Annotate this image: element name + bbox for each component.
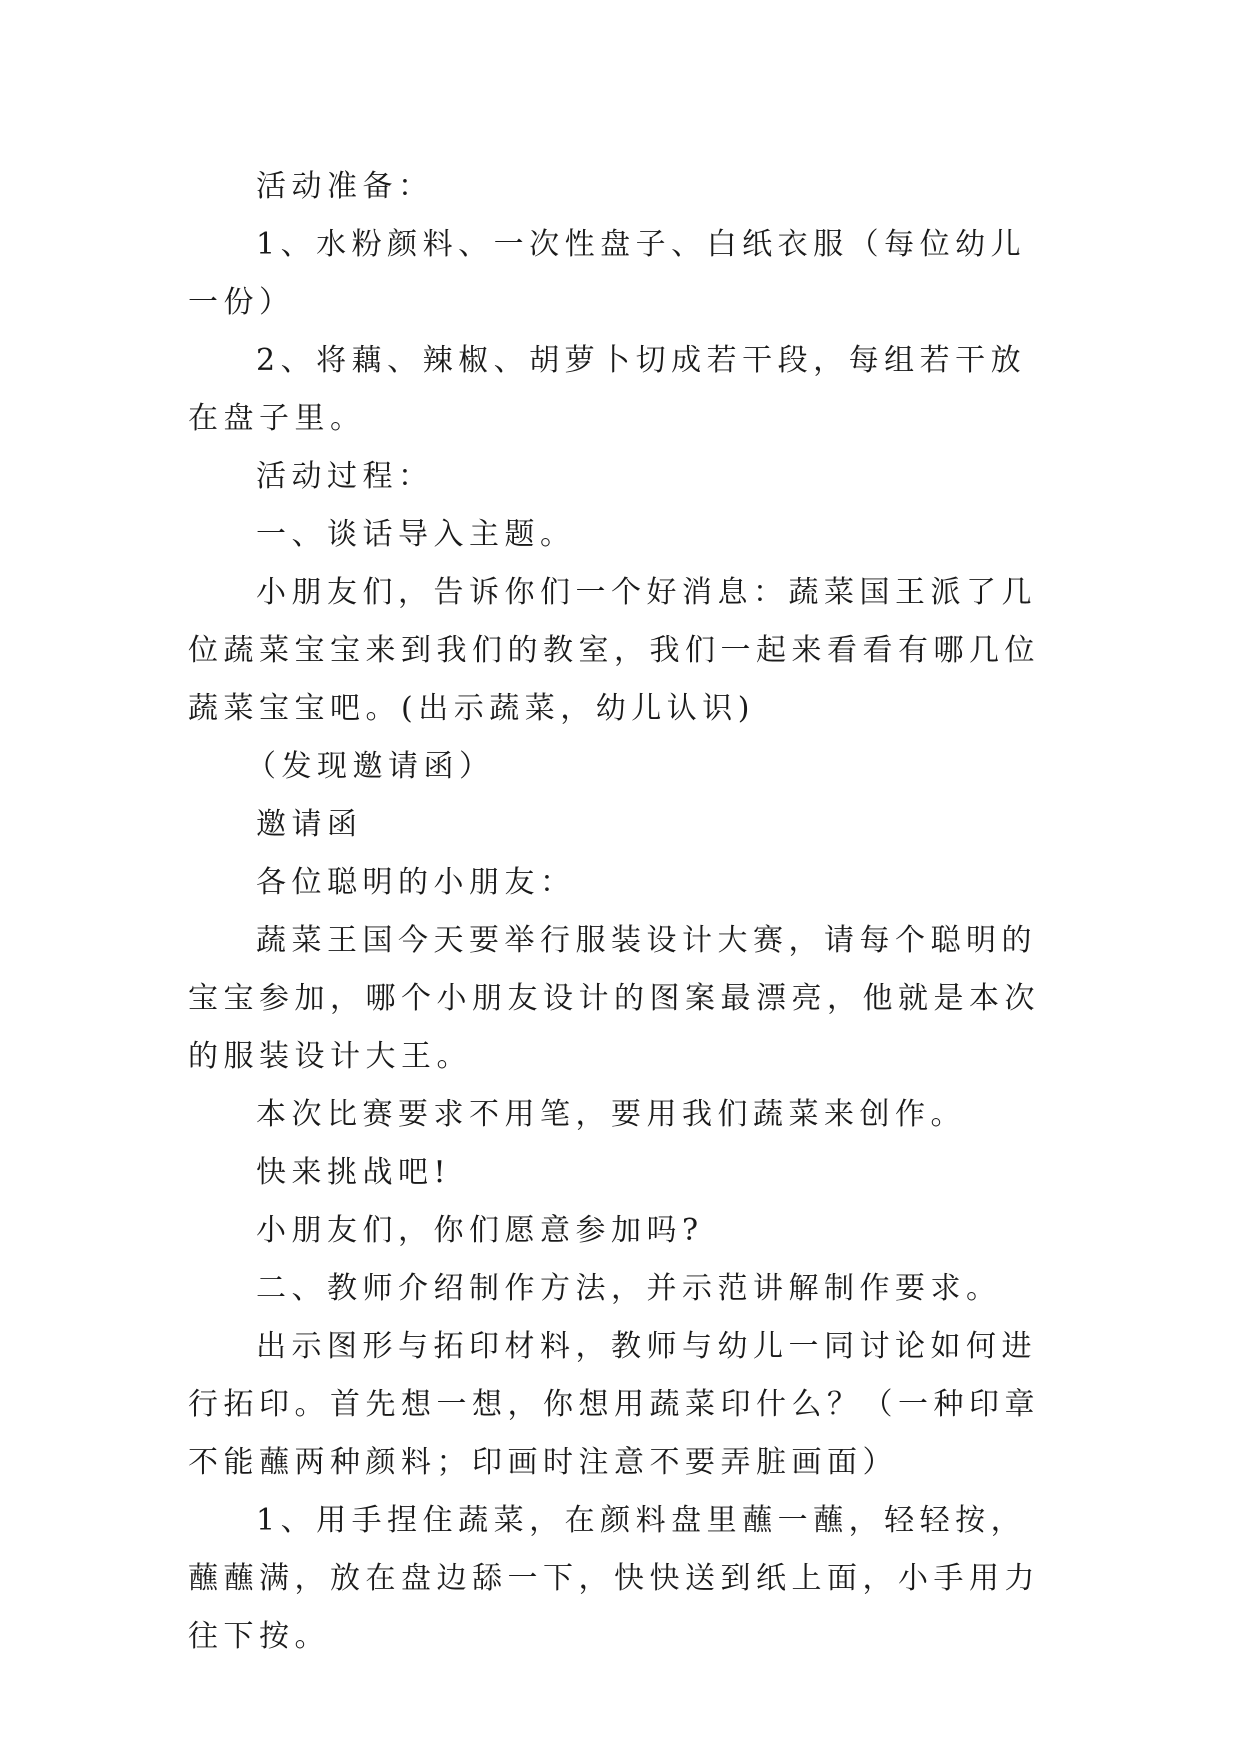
discover-invitation: （发现邀请函） [246, 749, 495, 784]
invitation-challenge: 快来挑战吧! [256, 1155, 452, 1190]
heading-preparation: 活动准备： [256, 169, 434, 204]
teacher-question: 小朋友们，你们愿意参加吗? [256, 1213, 704, 1248]
preparation-item-2: 2、将藕、辣椒、胡萝卜切成若干段，每组若干放在盘子里。 [188, 343, 1027, 436]
invitation-greeting: 各位聪明的小朋友： [256, 865, 576, 900]
preparation-item-1: 1、水粉颜料、一次性盘子、白纸衣服（每位幼儿一份） [188, 227, 1027, 320]
invitation-title: 邀请函 [256, 807, 363, 842]
heading-process: 活动过程： [256, 459, 434, 494]
process-step-2-body: 出示图形与拓印材料，教师与幼儿一同讨论如何进行拓印。首先想一想，你想用蔬菜印什么？（一种印章不能蘸两种颜料；印画时注意不要弄脏画面） [188, 1329, 1040, 1480]
invitation-body: 蔬菜王国今天要举行服装设计大赛，请每个聪明的宝宝参加，哪个小朋友设计的图案最漂亮，他就是本次的服装设计大王。 [188, 923, 1040, 1074]
process-step-1-body: 小朋友们，告诉你们一个好消息：蔬菜国王派了几位蔬菜宝宝来到我们的教室，我们一起来看看有哪几位蔬菜宝宝吧。(出示蔬菜，幼儿认识) [188, 575, 1040, 726]
process-step-2-title: 二、教师介绍制作方法，并示范讲解制作要求。 [256, 1271, 1002, 1306]
invitation-rule: 本次比赛要求不用笔，要用我们蔬菜来创作。 [256, 1097, 966, 1132]
method-step-1: 1、用手捏住蔬菜，在颜料盘里蘸一蘸，轻轻按，蘸蘸满，放在盘边舔一下，快快送到纸上面，小手用力往下按。 [188, 1503, 1040, 1654]
process-step-1-title: 一、谈话导入主题。 [256, 517, 576, 552]
document-page [188, 158, 1060, 1666]
